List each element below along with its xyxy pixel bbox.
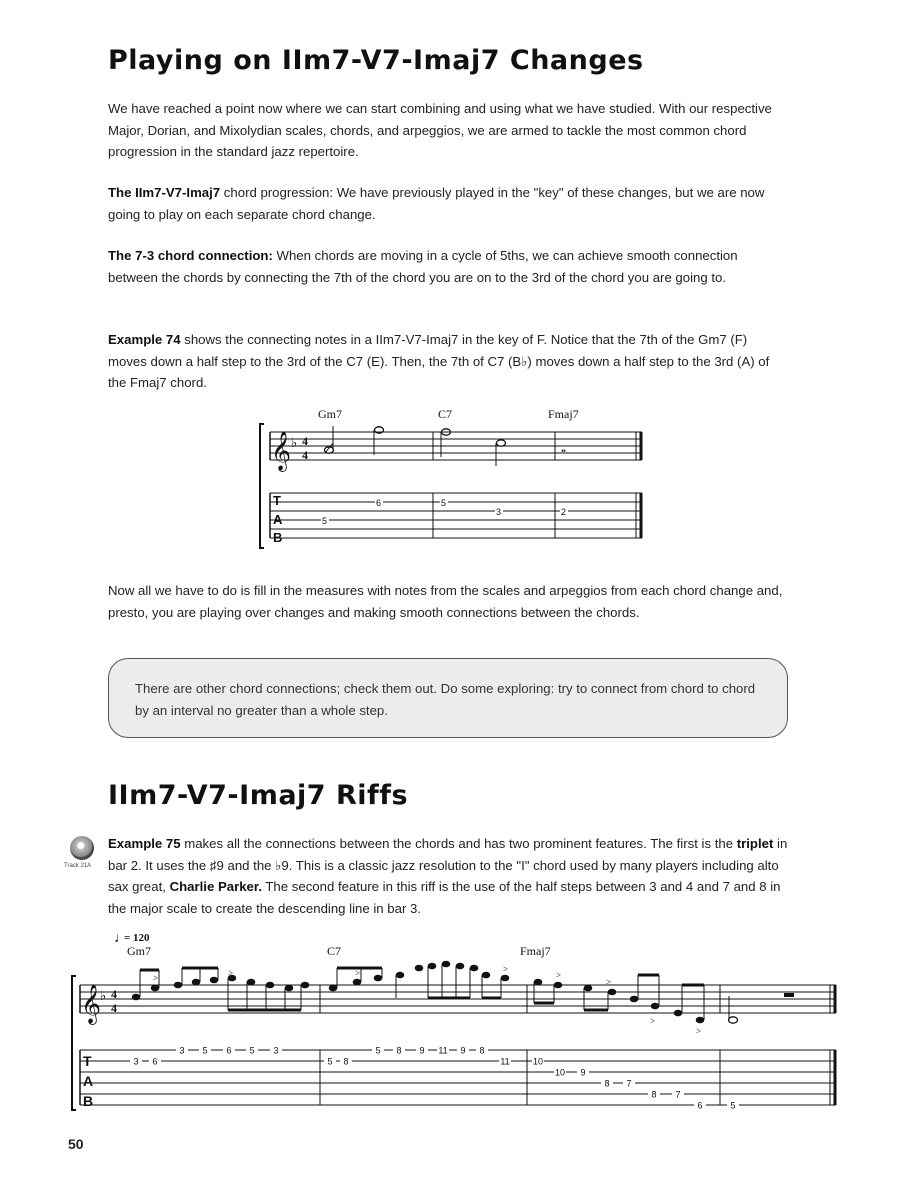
- tab-number: 2: [561, 507, 567, 517]
- tab-number: 5: [375, 1045, 381, 1056]
- chord-symbol: C7: [327, 944, 342, 958]
- chord-symbol: Fmaj7: [520, 944, 551, 958]
- example-75-text: in bar 2. It uses the ♯9 and the ♭9. This is a classic jazz resolution to the "I" chord used by many players including alto sax great,: [108, 836, 788, 894]
- tab-letter: A: [83, 1073, 94, 1089]
- tab-number: 9: [419, 1045, 425, 1056]
- chord-symbol: Gm7: [318, 407, 342, 421]
- tab-number: 6: [697, 1100, 703, 1111]
- example-74-bold: Example 74: [108, 332, 181, 347]
- chord-symbol: Fmaj7: [548, 407, 579, 421]
- example-75-text: makes all the connections between the chords and has two prominent features. The first is the: [180, 836, 737, 851]
- svg-text:>: >: [503, 964, 509, 974]
- tab-number: 3: [133, 1056, 139, 1067]
- tab-number: 7: [626, 1078, 632, 1089]
- tab-number: 5: [730, 1100, 736, 1111]
- tab-number: 6: [152, 1056, 158, 1067]
- tab-letter: T: [273, 493, 281, 508]
- svg-text:>: >: [556, 970, 562, 980]
- tab-barlines: [80, 1050, 835, 1105]
- time-signature-top: 4: [302, 434, 308, 448]
- time-signature-top: 4: [111, 987, 117, 1001]
- tab-letter: B: [83, 1093, 94, 1109]
- triplet-bold: triplet: [736, 836, 774, 851]
- progression-bold: The IIm7-V7-Imaj7: [108, 185, 221, 200]
- tempo-marking: = 120: [124, 932, 150, 944]
- tab-number: 8: [479, 1045, 485, 1056]
- tab-number: 10: [532, 1056, 544, 1067]
- tab-letter: T: [83, 1053, 92, 1069]
- chord-symbol: C7: [438, 407, 453, 421]
- note-text: There are other chord connections; check them out. Do some exploring: try to connect from chord to chord by an interval no greater than a whole step.: [135, 681, 756, 718]
- accent-marks: [153, 964, 701, 1036]
- tab-number: 9: [580, 1067, 586, 1078]
- tab-number: 5: [441, 498, 447, 508]
- connection-text: When chords are moving in a cycle of 5ths, we can achieve smooth connection between the chords by connecting the 7th of the chord you are on to the 3rd of the chord you are going to.: [108, 248, 738, 285]
- riffs-heading: IIm7-V7-Imaj7 Riffs: [108, 780, 409, 811]
- system-bracket: [72, 976, 76, 1110]
- whole-note: 𝅝: [561, 440, 567, 455]
- tab-number: 8: [604, 1078, 610, 1089]
- tab-letter: B: [273, 530, 283, 545]
- tab-number: 6: [376, 498, 382, 508]
- tab-number: 11: [438, 1045, 448, 1056]
- tab-number: 8: [396, 1045, 402, 1056]
- charlie-parker-bold: Charlie Parker.: [169, 879, 262, 894]
- tab-number: 3: [273, 1045, 279, 1056]
- tab-number: 5: [322, 516, 328, 526]
- svg-text:>: >: [696, 1026, 702, 1036]
- time-signature-bottom: 4: [111, 1001, 117, 1015]
- tab-number: 5: [249, 1045, 255, 1056]
- svg-text:>: >: [355, 968, 361, 978]
- progression-text: chord progression: We have previously played in the "key" of these changes, but we are now going to play on each separate chord change.: [108, 185, 765, 222]
- treble-clef-icon: 𝄞: [81, 986, 102, 1023]
- tab-number: 11: [500, 1056, 510, 1067]
- flat-key-signature-icon: ♭: [291, 435, 298, 450]
- connection-bold: The 7-3 chord connection:: [108, 248, 273, 263]
- quarter-note-icon: ♩: [114, 931, 128, 946]
- svg-text:>: >: [153, 973, 159, 983]
- tab-numbers: [130, 1045, 739, 1111]
- tab-lines: [80, 1050, 836, 1105]
- tab-number: 3: [496, 507, 502, 517]
- tab-number: 6: [226, 1045, 232, 1056]
- tab-number: 10: [554, 1067, 566, 1078]
- intro-paragraph: We have reached a point now where we can start combining and using what we have studied. With our respective Major, Dorian, and Mixolydian scales, chords, and arpeggios, we are armed to tackle the most common chord progression in the standard jazz repertoire.: [108, 101, 772, 159]
- example-75-bold: Example 75: [108, 836, 181, 851]
- fill-in-paragraph: Now all we have to do is fill in the measures with notes from the scales and arpeggios from each chord change and, presto, you are playing over changes and making smooth connections between the chords.: [108, 583, 783, 620]
- example-75-text: The second feature in this riff is the use of the half steps between 3 and 4 and 7 and 8 in the major scale to create the descending line in bar 3.: [108, 879, 781, 916]
- chord-symbol: Gm7: [127, 944, 151, 958]
- tab-letter: A: [273, 512, 283, 527]
- tab-number: 5: [327, 1056, 333, 1067]
- svg-text:>: >: [228, 968, 234, 978]
- tab-number: 8: [343, 1056, 349, 1067]
- flat-key-signature-icon: ♭: [100, 988, 107, 1003]
- example-74-text: shows the connecting notes in a IIm7-V7-Imaj7 in the key of F. Notice that the 7th of the Gm7 (F) moves down a half step to the 3rd of the C7 (E). Then, the 7th of C7 (B♭) moves down a half step to the 3rd (A) of the Fmaj7 chord.: [108, 332, 770, 390]
- svg-text:>: >: [650, 1016, 656, 1026]
- treble-clef-icon: 𝄞: [271, 433, 292, 470]
- page-number: 50: [68, 1136, 84, 1152]
- track-label: Track 21A: [64, 863, 92, 869]
- svg-text:>: >: [606, 977, 612, 987]
- tab-number: 7: [675, 1089, 681, 1100]
- section-heading: Playing on IIm7-V7-Imaj7 Changes: [108, 45, 644, 76]
- tab-number: 9: [460, 1045, 466, 1056]
- tab-number: 5: [202, 1045, 208, 1056]
- tab-number: 8: [651, 1089, 657, 1100]
- time-signature-bottom: 4: [302, 448, 308, 462]
- tab-number: 3: [179, 1045, 185, 1056]
